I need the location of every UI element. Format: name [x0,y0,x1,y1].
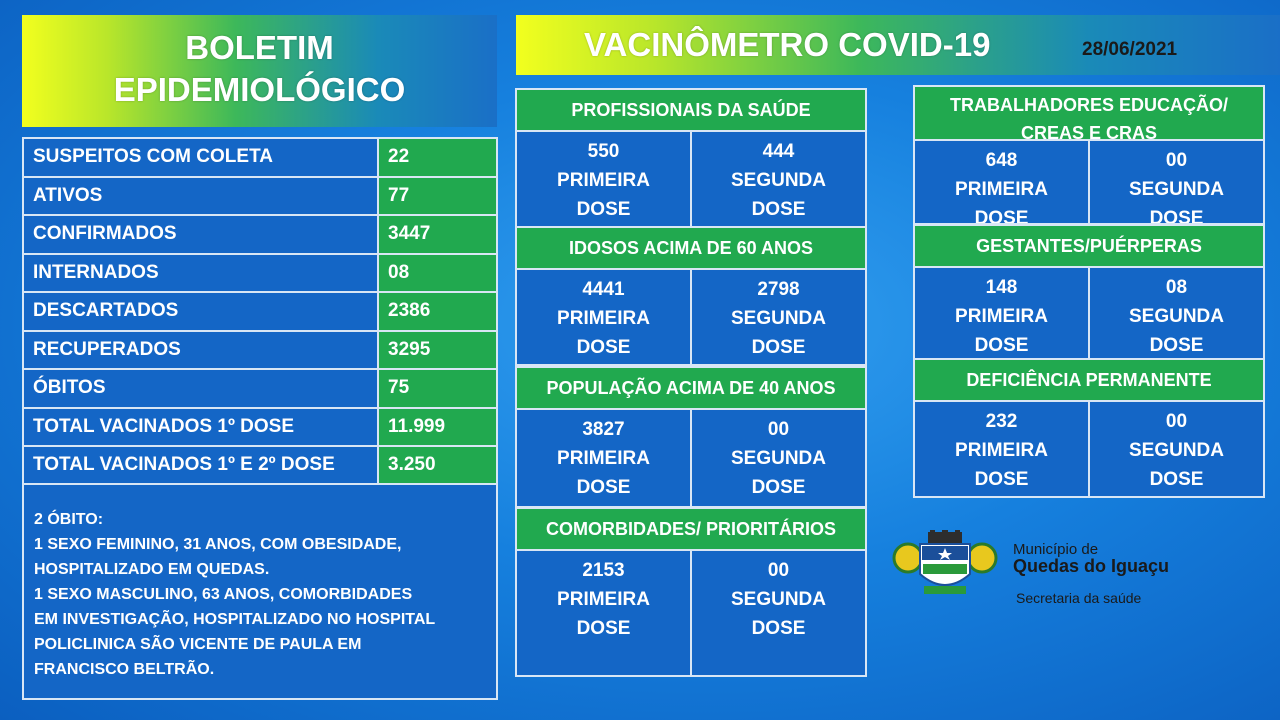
stats-row [24,332,496,371]
secretaria-label: Secretaria da saúde [1016,590,1142,606]
second-dose-count: 00 [1165,150,1188,171]
stats-label: DESCARTADOS [24,293,379,330]
dose-label: DOSE [974,335,1029,356]
second-dose-count: 2798 [757,279,800,300]
stats-value: 11.999 [379,409,496,446]
first-dose-label: PRIMEIRA [557,589,650,610]
second-dose-cell [690,270,865,364]
deaths-details [22,483,498,700]
card-title: DEFICIÊNCIA PERMANENTE [915,360,1263,402]
first-dose-cell [517,410,690,506]
card-title: GESTANTES/PUÉRPERAS [915,226,1263,268]
card-comorbidades [515,507,867,677]
first-dose-count: 550 [587,141,620,162]
dose-label: DOSE [974,208,1029,223]
first-dose-label: PRIMEIRA [955,440,1048,461]
dose-label: DOSE [751,337,806,358]
second-dose-count: 00 [767,560,790,581]
second-dose-cell [1088,268,1263,361]
stats-value: 3295 [379,332,496,369]
dose-label: DOSE [1149,335,1204,356]
deaths-line: 2 ÓBITO: [34,511,104,528]
card-deficiencia [913,358,1265,498]
dose-label: DOSE [576,618,631,639]
second-dose-count: 00 [1165,411,1188,432]
second-dose-cell [690,132,865,226]
stats-value: 3.250 [379,447,496,486]
stats-row [24,293,496,332]
dose-label: DOSE [1149,208,1204,223]
stats-row [24,178,496,217]
stats-label: SUSPEITOS COM COLETA [24,139,379,176]
deaths-line: 1 SEXO FEMININO, 31 ANOS, COM OBESIDADE, [34,536,402,553]
card-title: COMORBIDADES/ PRIORITÁRIOS [517,509,865,551]
first-dose-cell [517,270,690,364]
deaths-line: EM INVESTIGAÇÃO, HOSPITALIZADO NO HOSPITAL [34,611,436,628]
municipio-label: Município de [1013,541,1099,558]
dose-label: DOSE [576,199,631,220]
stats-value: 77 [379,178,496,215]
second-dose-label: SEGUNDA [730,589,826,610]
stats-row [24,370,496,409]
second-dose-label: SEGUNDA [1128,179,1224,200]
stats-label: RECUPERADOS [24,332,379,369]
stats-row [24,139,496,178]
card-profissionais-saude [515,88,867,228]
second-dose-count: 00 [767,419,790,440]
first-dose-cell [915,402,1088,496]
second-dose-label: SEGUNDA [730,308,826,329]
dose-label: DOSE [751,618,806,639]
dose-label: DOSE [974,469,1029,490]
stats-table [22,137,498,488]
coat-of-arms-icon [890,530,1000,600]
card-title: PROFISSIONAIS DA SAÚDE [517,90,865,132]
stats-label: TOTAL VACINADOS 1º E 2º DOSE [24,447,379,486]
card-title-line: CREAS E CRAS [1020,123,1158,141]
vacinometro-header [516,15,1280,75]
stats-value: 75 [379,370,496,407]
stats-row [24,447,496,486]
stats-label: ATIVOS [24,178,379,215]
stats-value: 08 [379,255,496,292]
stats-value: 22 [379,139,496,176]
card-title [915,87,1263,141]
deaths-line: 1 SEXO MASCULINO, 63 ANOS, COMORBIDADES [34,586,413,603]
card-title: POPULAÇÃO ACIMA DE 40 ANOS [517,368,865,410]
stats-label: CONFIRMADOS [24,216,379,253]
stats-row [24,216,496,255]
card-title-line: TRABALHADORES EDUCAÇÃO/ [950,95,1228,115]
first-dose-cell [915,141,1088,223]
municipio-name: Quedas do Iguaçu [1013,556,1170,576]
deaths-line: HOSPITALIZADO EM QUEDAS. [34,561,270,578]
dose-label: DOSE [576,337,631,358]
first-dose-count: 648 [985,150,1018,171]
first-dose-cell [517,132,690,226]
second-dose-count: 444 [762,141,795,162]
dose-label: DOSE [751,199,806,220]
first-dose-cell [915,268,1088,361]
first-dose-label: PRIMEIRA [955,306,1048,327]
card-gestantes [913,224,1265,363]
card-trabalhadores-educacao [913,85,1265,225]
first-dose-count: 232 [985,411,1018,432]
second-dose-cell [690,551,865,675]
stats-label: INTERNADOS [24,255,379,292]
dose-label: DOSE [751,477,806,498]
stats-value: 3447 [379,216,496,253]
stats-row [24,255,496,294]
card-populacao-40 [515,366,867,508]
first-dose-count: 148 [985,277,1018,298]
second-dose-count: 08 [1165,277,1188,298]
second-dose-label: SEGUNDA [1128,306,1224,327]
dose-label: DOSE [1149,469,1204,490]
second-dose-label: SEGUNDA [1128,440,1224,461]
second-dose-cell [1088,402,1263,496]
boletim-title-line2: EPIDEMIOLÓGICO [113,71,406,108]
deaths-line: FRANCISCO BELTRÃO. [34,661,215,678]
dose-label: DOSE [576,477,631,498]
first-dose-label: PRIMEIRA [955,179,1048,200]
stats-label: ÓBITOS [24,370,379,407]
first-dose-label: PRIMEIRA [557,170,650,191]
stats-row [24,409,496,448]
first-dose-label: PRIMEIRA [557,308,650,329]
first-dose-cell [517,551,690,675]
first-dose-count: 2153 [582,560,625,581]
vacinometro-date: 28/06/2021 [1082,39,1178,60]
vacinometro-title: VACINÔMETRO COVID-19 [584,26,991,63]
boletim-title-line1: BOLETIM [185,29,334,66]
deaths-line: POLICLINICA SÃO VICENTE DE PAULA EM [34,636,362,653]
second-dose-label: SEGUNDA [730,448,826,469]
stats-label: TOTAL VACINADOS 1º DOSE [24,409,379,446]
first-dose-count: 4441 [582,279,625,300]
second-dose-cell [1088,141,1263,223]
second-dose-cell [690,410,865,506]
stats-value: 2386 [379,293,496,330]
card-title: IDOSOS ACIMA DE 60 ANOS [517,228,865,270]
first-dose-count: 3827 [582,419,625,440]
card-idosos [515,226,867,366]
second-dose-label: SEGUNDA [730,170,826,191]
first-dose-label: PRIMEIRA [557,448,650,469]
boletim-title [22,15,497,127]
